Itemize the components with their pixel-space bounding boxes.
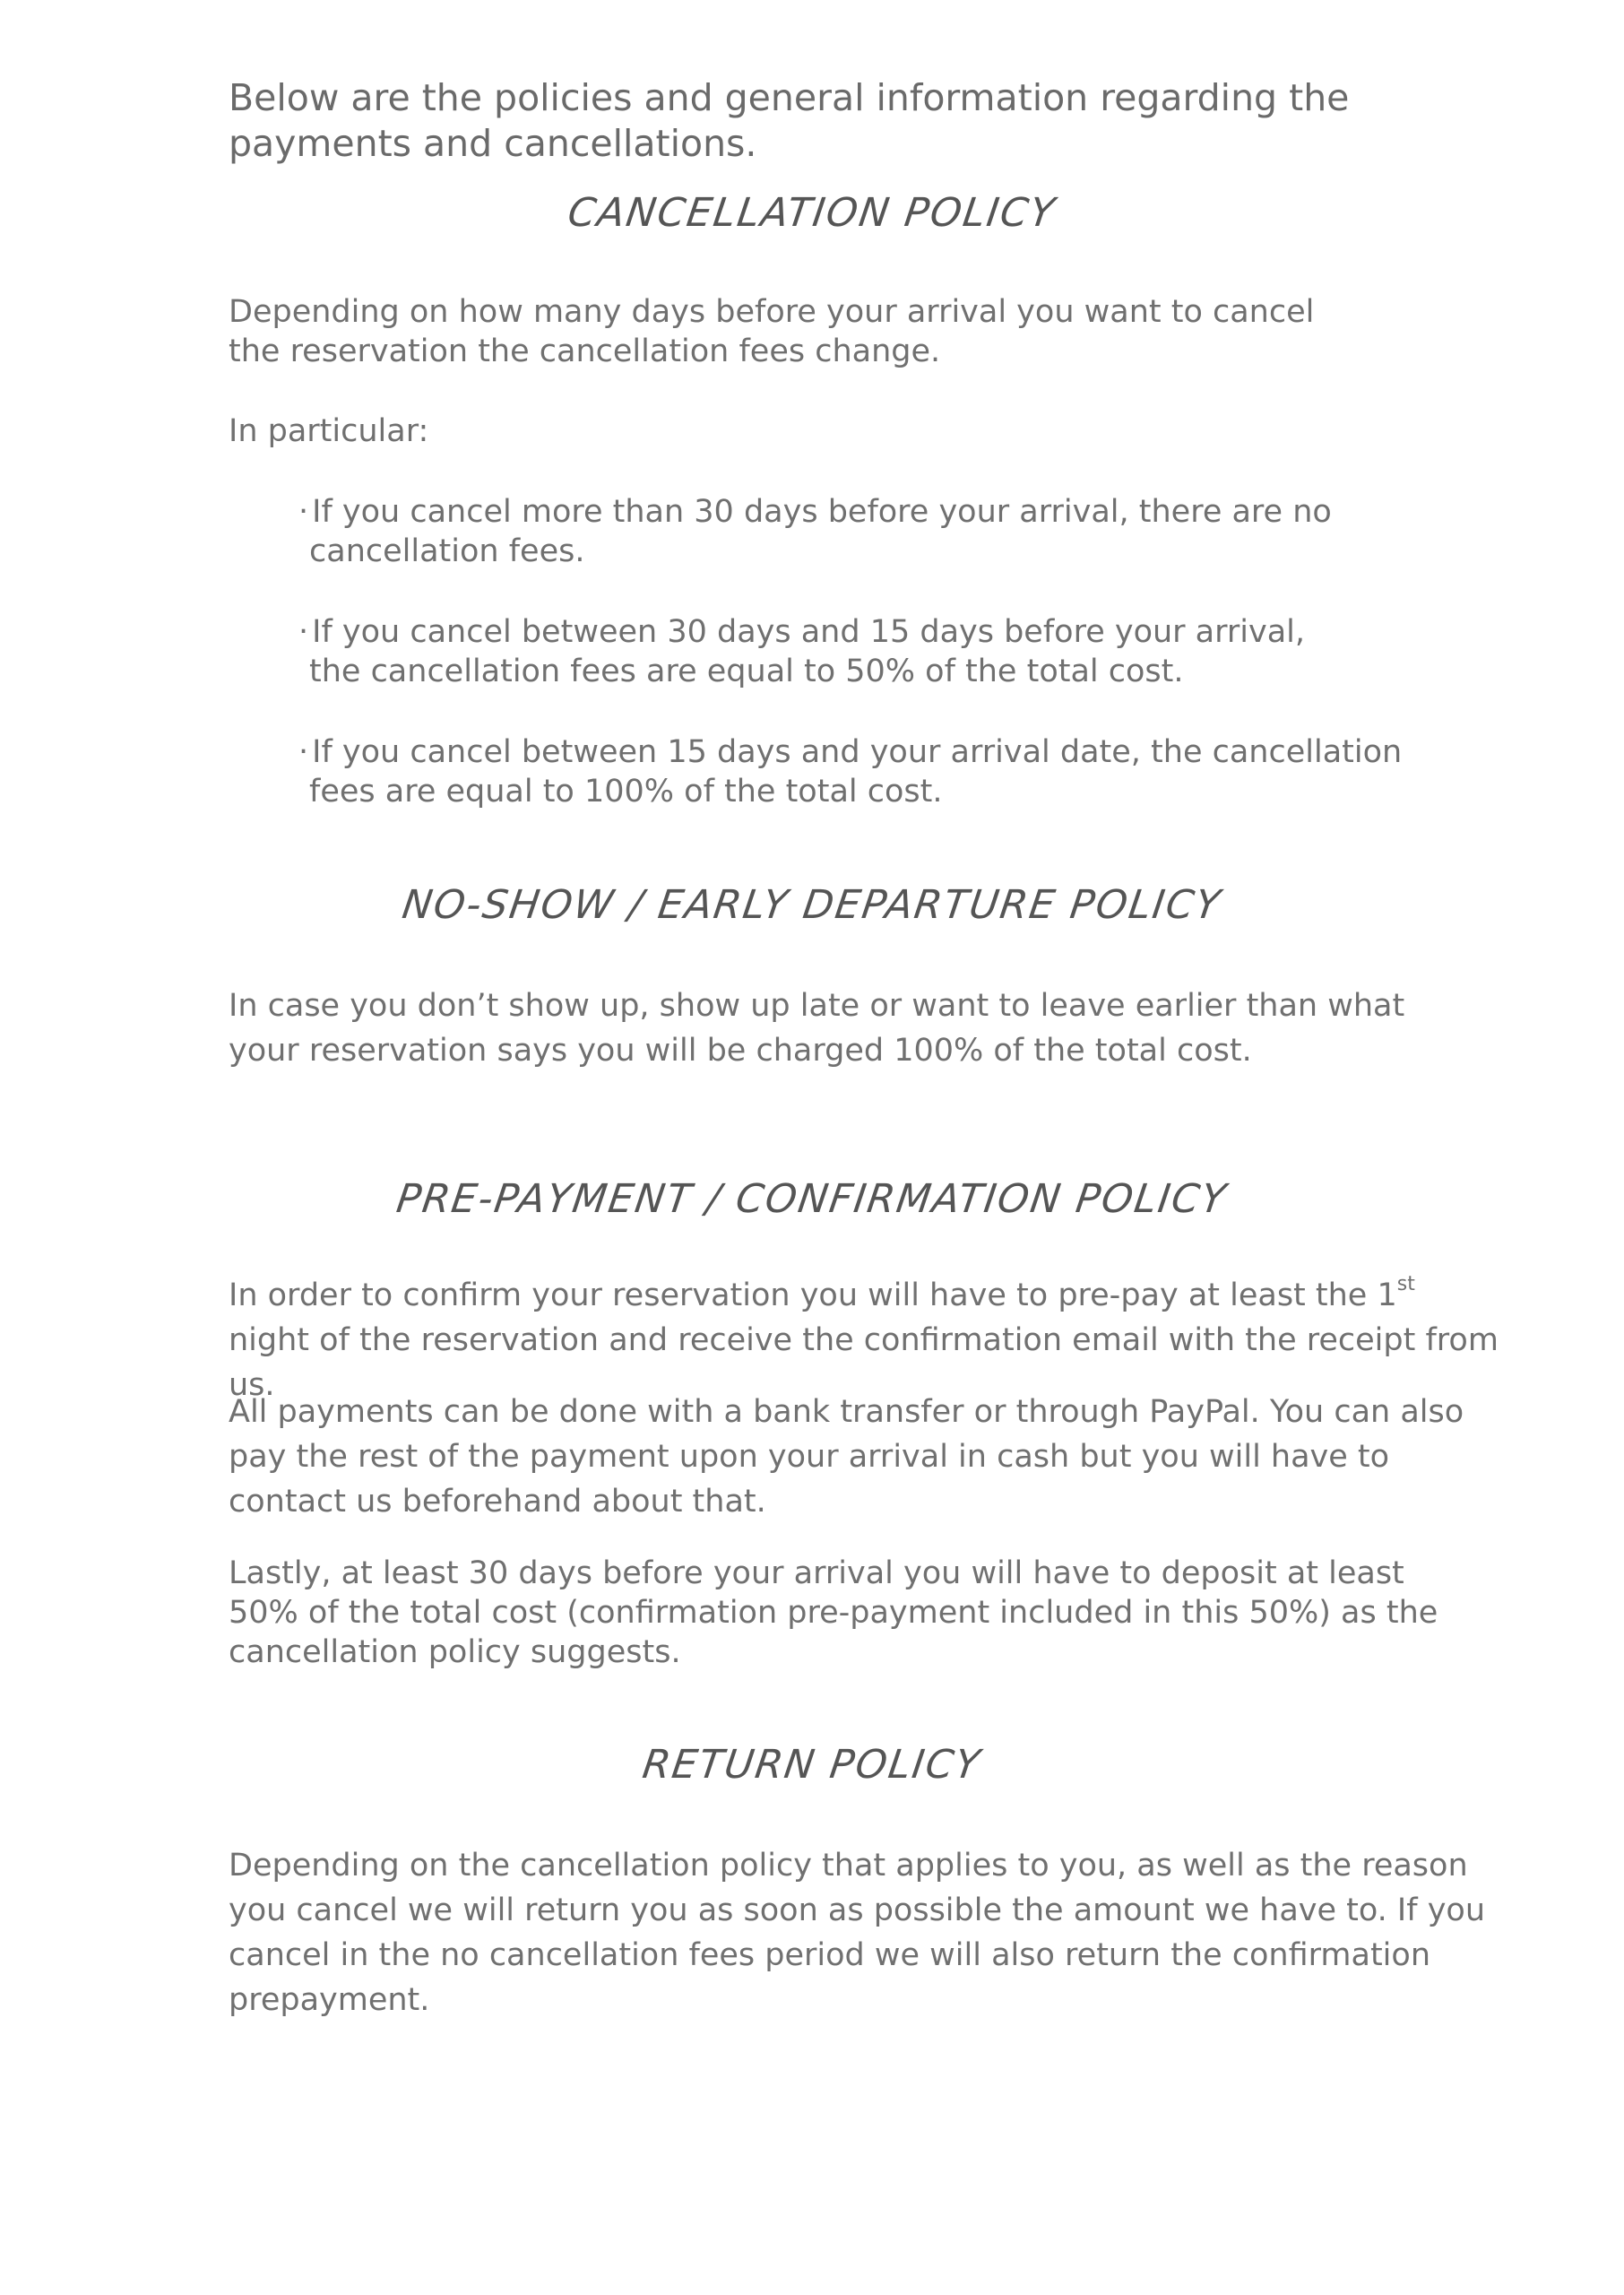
bullet-item-1 xyxy=(273,492,1340,571)
prepayment-paragraph-2: All payments can be done with a bank transfer or through PayPal. You can also pay the rest of the payment upon your arrival in cash but you will have to contact us beforehand about that. xyxy=(229,1394,1464,1520)
bullet-item-3 xyxy=(273,732,1474,811)
bullet-text: If you cancel between 15 days and your arrival date, the cancellation fees are equal to 100% of the total cost. xyxy=(309,734,1403,810)
intro-text: Below are the policies and general information regarding the payments and cancellations. xyxy=(229,76,1350,165)
ordinal-suffix: st xyxy=(1396,1273,1415,1296)
noshow-paragraph: In case you don’t show up, show up late or want to leave earlier than what your reservation says you will be charged 100% of the total cost. xyxy=(229,988,1405,1069)
cancellation-policy-heading: CANCELLATION POLICY xyxy=(565,190,1059,236)
prepayment-text-before: In order to confirm your reservation you will have to pre-pay at least the 1 xyxy=(229,1277,1397,1313)
prepayment-text-after: night of the reservation and receive the confirmation email with the receipt from us. xyxy=(229,1322,1499,1403)
bullet-dot: · xyxy=(298,494,309,530)
bullet-dot: · xyxy=(298,734,309,770)
bullet-dot: · xyxy=(298,614,309,650)
bullet-text: If you cancel more than 30 days before your arrival, there are no cancellation fees. xyxy=(309,494,1332,569)
prepayment-paragraph-1 xyxy=(229,1273,1501,1407)
bullet-item-2 xyxy=(273,612,1340,691)
bullet-text: If you cancel between 30 days and 15 days before your arrival, the cancellation fees are equal to 50% of the total cost. xyxy=(309,614,1306,689)
cancellation-paragraph: Depending on how many days before your arrival you want to cancel the reservation the cancellation fees change. xyxy=(229,294,1315,369)
prepayment-policy-heading: PRE-PAYMENT / CONFIRMATION POLICY xyxy=(393,1176,1231,1222)
prepayment-paragraph-3: Lastly, at least 30 days before your arrival you will have to deposit at least 50% of the total cost (confirmation pre-payment included in this 50%) as the cancellation policy suggests. xyxy=(229,1555,1438,1670)
return-policy-heading: RETURN POLICY xyxy=(639,1742,985,1788)
in-particular-text: In particular: xyxy=(229,413,429,449)
noshow-policy-heading: NO-SHOW / EARLY DEPARTURE POLICY xyxy=(399,882,1225,928)
return-paragraph: Depending on the cancellation policy that applies to you, as well as the reason you cancel we will return you as soon as possible the amount we have to. If you cancel in the no cancellation fees period we will also return the confirmation prepayment. xyxy=(229,1848,1485,2018)
